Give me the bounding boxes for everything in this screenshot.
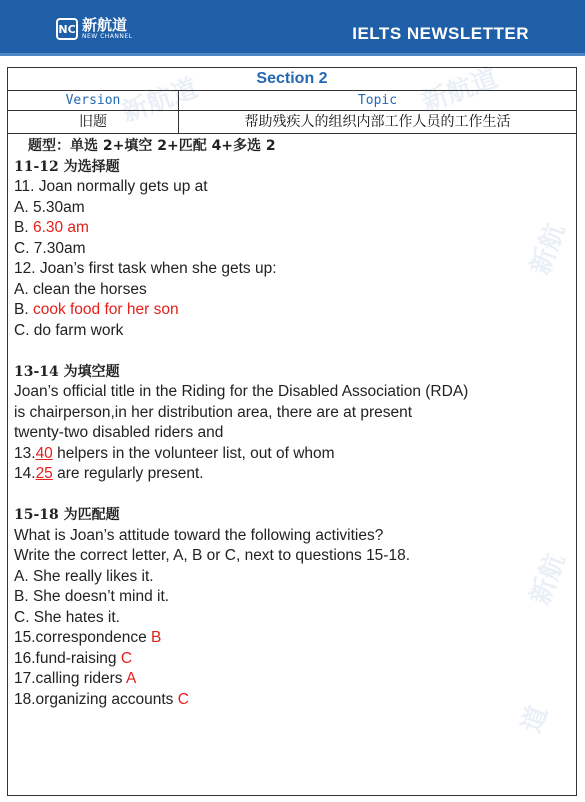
meta-value-row	[8, 111, 576, 134]
question-12: 12. Joan’s first task when she gets up:	[14, 260, 277, 277]
version-label: Version	[8, 91, 179, 110]
q13-answer: 40	[35, 444, 53, 462]
question-15	[14, 628, 570, 649]
passage-line-1: Joan’s official title in the Riding for the Disabled Association (RDA)	[14, 383, 469, 400]
question-18	[14, 690, 570, 711]
q18-answer: C	[177, 690, 189, 708]
matching-option-c: C. She hates it.	[14, 608, 120, 626]
q13-text: helpers in the volunteer list, out of whom	[52, 444, 335, 462]
matching-instruction-1: What is Joan’s attitude toward the following activities?	[14, 526, 384, 544]
topic-label: Topic	[357, 93, 398, 108]
q12-option-b-letter: B.	[14, 301, 33, 318]
q16-answer: C	[120, 649, 133, 667]
q18-text: 18.organizing accounts	[14, 690, 178, 708]
logo-chinese: 新航道	[82, 16, 128, 34]
q14-number: 14.	[14, 465, 36, 482]
logo-mark-icon: NC	[56, 18, 78, 40]
matching-option-a: A. She really likes it.	[14, 567, 154, 585]
q12-answer: cook food for her son	[32, 301, 179, 318]
q17-text: 17.calling riders	[14, 670, 127, 687]
question-types: 题型：单选 2+填空 2+匹配 4+多选 2	[28, 138, 276, 154]
newsletter-title: IELTS NEWSLETTER	[352, 24, 529, 43]
q12-option-a: A. clean the horses	[14, 280, 147, 298]
question-14	[14, 464, 570, 485]
watermark-logo: 道	[516, 702, 554, 737]
question-13	[14, 444, 570, 465]
heading-multiple-choice: 11-12 为选择题	[14, 158, 120, 175]
document-frame	[7, 67, 577, 796]
q11-option-b-letter: B.	[14, 219, 33, 236]
q15-text: 15.correspondence	[14, 629, 152, 646]
spacer	[14, 341, 570, 362]
question-11: 11. Joan normally gets up at	[14, 178, 208, 195]
heading-fill-in: 13-14 为填空题	[14, 363, 120, 380]
q14-answer: 25	[35, 465, 53, 482]
q11-option-a: A. 5.30am	[14, 198, 85, 216]
meta-header-row	[8, 91, 576, 111]
matching-option-b: B. She doesn’t mind it.	[14, 588, 170, 605]
brand-logo	[56, 18, 133, 40]
header-banner	[0, 0, 585, 62]
logo-english: NEW CHANNEL	[82, 33, 133, 40]
passage-line-2: is chairperson,in her distribution area, there are at present	[14, 403, 413, 421]
question-16	[14, 649, 570, 670]
passage-line-3: twenty-two disabled riders and	[14, 424, 224, 441]
q12-option-b	[14, 300, 570, 321]
question-content	[8, 134, 576, 710]
q13-number: 13.	[14, 444, 36, 462]
logo-text	[82, 18, 133, 40]
watermark-logo: 新航	[525, 549, 572, 609]
section-title: Section 2	[8, 68, 576, 91]
q17-answer: A	[126, 670, 137, 687]
topic-value: 帮助残疾人的组织内部工作人员的工作生活	[244, 114, 511, 130]
q15-answer: B	[151, 629, 162, 646]
q11-option-c: C. 7.30am	[14, 239, 86, 257]
watermark-logo: 新航	[525, 219, 572, 279]
watermark-logo: 新航道	[118, 73, 202, 129]
question-17	[14, 669, 570, 690]
q16-text: 16.fund-raising	[14, 649, 121, 667]
q11-option-b	[14, 218, 570, 239]
spacer	[14, 485, 570, 506]
q12-option-c: C. do farm work	[14, 321, 124, 339]
q11-answer: 6.30 am	[32, 219, 89, 236]
heading-matching: 15-18 为匹配题	[14, 507, 120, 523]
version-value: 旧题	[8, 111, 179, 133]
watermark-logo: 新航道	[418, 63, 502, 119]
matching-instruction-2: Write the correct letter, A, B or C, next to questions 15-18.	[14, 547, 411, 564]
q14-text: are regularly present.	[52, 465, 204, 482]
banner-divider	[0, 56, 585, 62]
